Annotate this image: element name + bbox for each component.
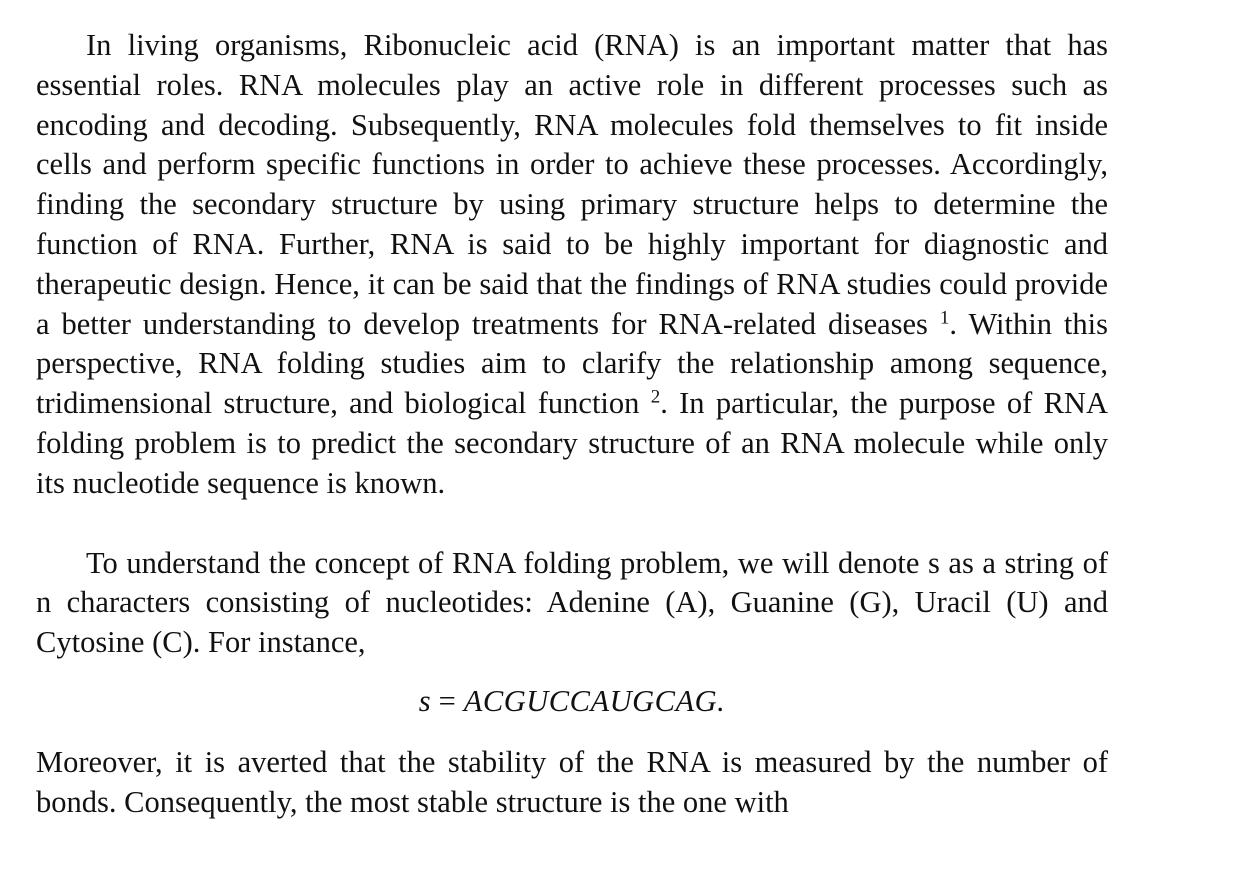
equation-lhs: s (418, 683, 431, 718)
paragraph-rna-introduction (36, 26, 1108, 504)
paragraph-text: . In particular, the purpose of RNA folding problem is to predict the secondary structure of an RNA molecule while only its nucleotide sequence is known. (36, 386, 1108, 500)
paragraph-stability (36, 743, 1108, 823)
paragraph-text: To understand the concept of RNA folding problem, we will denote s as a string of n characters consisting of nucleotides: Adenine (A), Guanine (G), Uracil (U) and Cytosine (C). For instance, (36, 545, 1108, 660)
sequence-equation (36, 682, 1108, 722)
footnote-marker[interactable]: 2 (650, 386, 661, 408)
footnote-marker[interactable]: 1 (939, 307, 950, 329)
document-page (36, 26, 1108, 822)
paragraph-text: . Within this perspective, RNA folding studies aim to clarify the relationship among sequence, tridimensional structure, and biological function (36, 306, 1108, 421)
paragraph-text: Moreover, it is averted that the stability of the RNA is measured by the number of bonds. Consequently, the most stable structure is the one with (36, 744, 1108, 819)
equation-operator: = (438, 683, 456, 718)
paragraph-folding-problem (36, 544, 1108, 663)
paragraph-text: In living organisms, Ribonucleic acid (RNA) is an important matter that has essential roles. RNA molecules play an active role in different processes such as encoding and decoding. Subsequently, RNA molecules fold themselves to fit inside cells and perform specific functions in order to achieve these processes. Accordingly, finding the secondary structure by using primary structure helps to determine the function of RNA. Further, RNA is said to be highly important for diagnostic and therapeutic design. Hence, it can be said that the findings of RNA studies could provide a better understanding to develop treatments for RNA-related diseases (36, 28, 1108, 341)
equation-rhs: ACGUCCAUGCAG. (463, 683, 726, 718)
